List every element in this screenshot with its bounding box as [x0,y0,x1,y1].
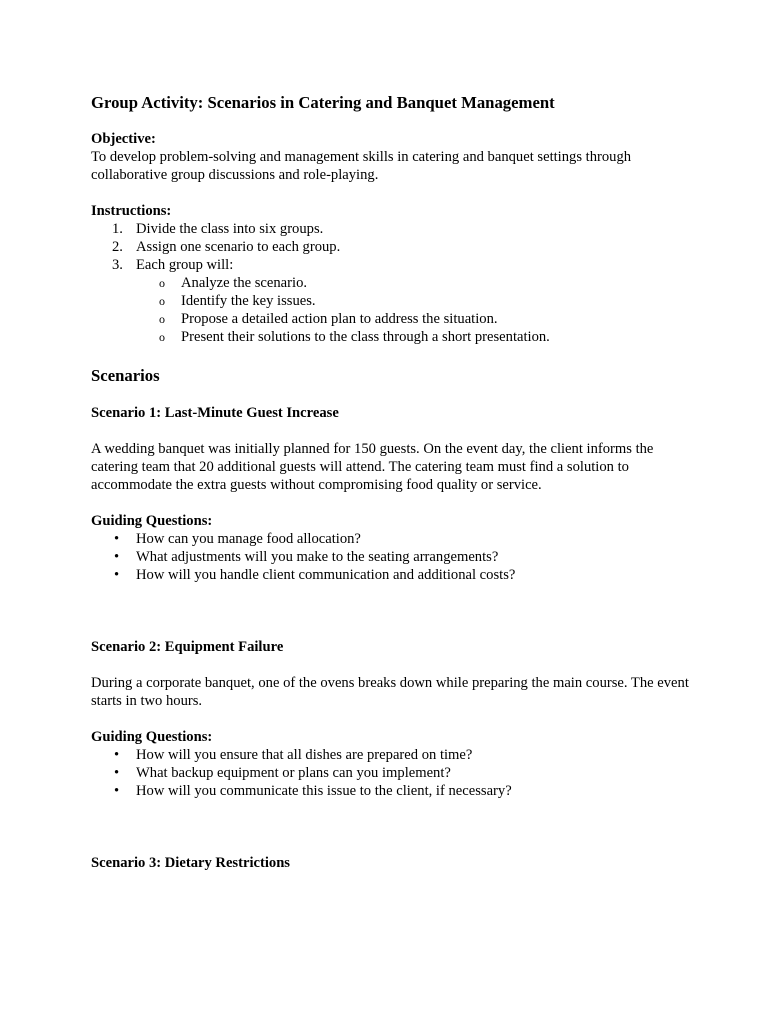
instruction-step [91,238,691,256]
substep-text: Analyze the scenario. [181,275,308,291]
scenario-title: Scenario 2: Equipment Failure [91,639,284,655]
substep [91,310,691,328]
substep-marker: o [159,276,165,290]
instruction-steps [91,220,691,274]
step-text: Divide the class into six groups. [136,221,324,237]
guiding-question [91,764,691,782]
substep-text: Propose a detailed action plan to address the situation. [181,311,498,327]
scenario-title: Scenario 3: Dietary Restrictions [91,855,290,871]
section-spacer [91,800,691,854]
step-number: 1. [112,221,123,237]
document-title: Group Activity: Scenarios in Catering and Banquet Management [91,93,555,112]
substep [91,328,691,346]
question-text: How will you ensure that all dishes are prepared on time? [136,747,473,763]
step-text: Each group will: [136,257,234,273]
instruction-substeps [91,274,691,346]
guiding-question [91,782,691,800]
question-text: What backup equipment or plans can you implement? [136,765,451,781]
objective-label: Objective: [91,131,156,147]
scenario-description: During a corporate banquet, one of the ovens breaks down while preparing the main course. The event starts in two hours. [91,675,689,709]
substep [91,274,691,292]
question-text: How will you handle client communication and additional costs? [136,567,516,583]
guiding-questions-label: Guiding Questions: [91,513,213,529]
guiding-questions-list [91,530,691,584]
question-text: How will you communicate this issue to the client, if necessary? [136,783,512,799]
scenario-description: A wedding banquet was initially planned for 150 guests. On the event day, the client informs the catering team that 20 additional guests will attend. The catering team must find a solution to accommodate the extra guests without compromising food quality or service. [91,441,654,493]
step-number: 2. [112,239,123,255]
step-text: Assign one scenario to each group. [136,239,341,255]
section-spacer [91,584,691,638]
bullet-marker: • [114,567,120,583]
guiding-questions-label: Guiding Questions: [91,729,213,745]
question-text: How can you manage food allocation? [136,531,361,547]
guiding-question [91,746,691,764]
step-number: 3. [112,257,123,273]
bullet-marker: • [114,747,120,763]
substep-marker: o [159,294,165,308]
bullet-marker: • [114,765,120,781]
bullet-marker: • [114,531,120,547]
guiding-questions-list [91,746,691,800]
guiding-question [91,548,691,566]
instruction-step [91,256,691,274]
document-body [91,92,691,872]
guiding-question [91,566,691,584]
substep [91,292,691,310]
guiding-question [91,530,691,548]
bullet-marker: • [114,549,120,565]
instructions-label: Instructions: [91,203,172,219]
substep-text: Present their solutions to the class through a short presentation. [181,329,550,345]
scenarios-heading: Scenarios [91,366,160,385]
substep-marker: o [159,312,165,326]
substep-marker: o [159,330,165,344]
question-text: What adjustments will you make to the seating arrangements? [136,549,499,565]
scenario-title: Scenario 1: Last-Minute Guest Increase [91,405,339,421]
substep-text: Identify the key issues. [181,293,316,309]
objective-text: To develop problem-solving and management skills in catering and banquet settings through collaborative group discussions and role-playing. [91,149,632,183]
instruction-step [91,220,691,238]
bullet-marker: • [114,783,120,799]
